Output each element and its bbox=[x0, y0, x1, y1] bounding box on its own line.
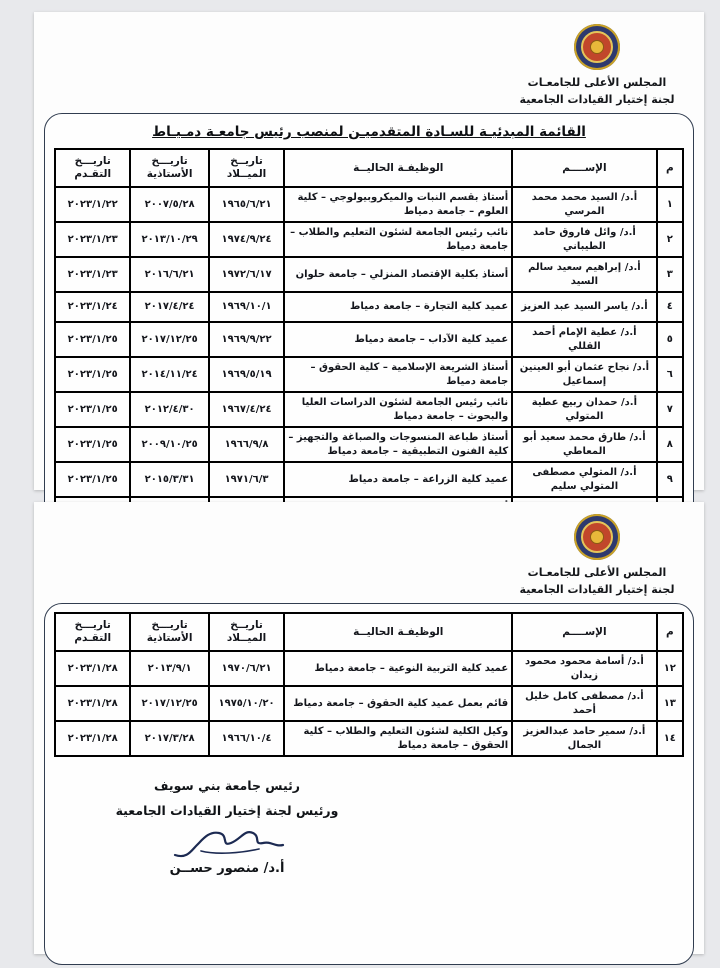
cell-apply: ٢٠٢٣/١/٢٣ bbox=[55, 222, 130, 257]
signatory-title-1: رئيس جامعة بني سويف bbox=[154, 778, 300, 794]
committee-name: لجنة إختيار القيادات الجامعية bbox=[519, 93, 675, 107]
cell-name: أ.د/ إبراهيم سعيد سالم السيد bbox=[512, 257, 656, 292]
cell-apply: ٢٠٢٣/١/٢٤ bbox=[55, 292, 130, 322]
cell-job: عميد كلية الآداب – جامعة دمياط bbox=[284, 322, 512, 357]
cell-birth: ١٩٦٧/٤/٢٤ bbox=[209, 392, 284, 427]
cell-apply: ٢٠٢٣/١/٢٣ bbox=[55, 257, 130, 292]
cell-job: وكيل الكلية لشئون التعليم والطلاب – كلية الحقوق – جامعة دمياط bbox=[284, 721, 512, 756]
cell-birth: ١٩٦٩/١٠/١ bbox=[209, 292, 284, 322]
cell-name: أ.د/ طارق محمد سعيد أبو المعاطي bbox=[512, 427, 656, 462]
org-name: المجلس الأعلى للجامعـات bbox=[527, 76, 667, 89]
cell-prof: ٢٠١٥/٣/٣١ bbox=[130, 462, 209, 497]
cell-apply: ٢٠٢٣/١/٢٥ bbox=[55, 357, 130, 392]
cell-birth: ١٩٧٥/١٠/٢٠ bbox=[209, 686, 284, 721]
cell-birth: ١٩٦٩/٥/١٩ bbox=[209, 357, 284, 392]
cell-name: أ.د/ سمير حامد عبدالعزيز الجمال bbox=[512, 721, 656, 756]
cell-job: أستاذ الشريعة الإسلامية – كلية الحقوق – جامعة دمياط bbox=[284, 357, 512, 392]
cell-prof: ٢٠١٧/١٢/٢٥ bbox=[130, 322, 209, 357]
logo-core bbox=[590, 530, 604, 544]
header-professorship-date: تاريـــخ الأستاذية bbox=[130, 613, 209, 651]
cell-num: ٧ bbox=[657, 392, 683, 427]
cell-job: أستاذ بكلية الإقتصاد المنزلي – جامعة حلوان bbox=[284, 257, 512, 292]
cell-apply: ٢٠٢٣/١/٢٥ bbox=[55, 322, 130, 357]
signature-block bbox=[102, 773, 352, 876]
header-current-job: الوظيفـة الحاليــة bbox=[284, 613, 512, 651]
signatory-name: أ.د/ منصور حســن bbox=[169, 861, 285, 877]
cell-prof: ٢٠١٧/١٢/٢٥ bbox=[130, 686, 209, 721]
header-birth-date: تاريــخ الميــلاد bbox=[209, 149, 284, 187]
cell-num: ٢ bbox=[657, 222, 683, 257]
header-application-date: تاريـــخ التقـدم bbox=[55, 149, 130, 187]
cell-prof: ٢٠١٣/١٠/٢٩ bbox=[130, 222, 209, 257]
cell-birth: ١٩٦٦/١٠/٤ bbox=[209, 721, 284, 756]
cell-prof: ٢٠١٧/٣/٢٨ bbox=[130, 721, 209, 756]
cell-name: أ.د/ نجاح عثمان أبو العينين إسماعيل bbox=[512, 357, 656, 392]
cell-job: نائب رئيس الجامعة لشئون الدراسات العليا والبحوث – جامعة دمياط bbox=[284, 392, 512, 427]
document-header bbox=[502, 12, 692, 108]
cell-apply: ٢٠٢٣/١/٢٥ bbox=[55, 462, 130, 497]
cell-name: أ.د/ السيد محمد محمد المرسي bbox=[512, 187, 656, 222]
supreme-council-logo-icon bbox=[574, 24, 620, 70]
cell-name: أ.د/ مصطفى كامل خليل أحمد bbox=[512, 686, 656, 721]
cell-apply: ٢٠٢٣/١/٢٢ bbox=[55, 187, 130, 222]
cell-birth: ١٩٦٦/٩/٨ bbox=[209, 427, 284, 462]
cell-birth: ١٩٧٢/٦/١٧ bbox=[209, 257, 284, 292]
cell-name: أ.د/ حمدان ربيع عطية المتولي bbox=[512, 392, 656, 427]
signatory-title-2: ورئيس لجنة إختيار القيادات الجامعية bbox=[115, 803, 339, 819]
table-row bbox=[55, 187, 683, 222]
cell-num: ١٣ bbox=[657, 686, 683, 721]
cell-apply: ٢٠٢٣/١/٢٥ bbox=[55, 392, 130, 427]
page-1 bbox=[34, 12, 704, 490]
table-row bbox=[55, 257, 683, 292]
cell-job: عميد كلية التجارة – جامعة دمياط bbox=[284, 292, 512, 322]
table-row bbox=[55, 427, 683, 462]
cell-birth: ١٩٦٥/٦/٢١ bbox=[209, 187, 284, 222]
cell-prof: ٢٠٠٩/١٠/٢٥ bbox=[130, 427, 209, 462]
cell-num: ١ bbox=[657, 187, 683, 222]
cell-num: ١٤ bbox=[657, 721, 683, 756]
cell-name: أ.د/ أسامة محمود محمود زيدان bbox=[512, 651, 656, 686]
applicants-tbody-page2 bbox=[55, 651, 683, 756]
cell-birth: ١٩٦٩/٩/٢٢ bbox=[209, 322, 284, 357]
cell-job: قائم بعمل عميد كلية الحقوق – جامعة دمياط bbox=[284, 686, 512, 721]
cell-prof: ٢٠١٢/٤/٣٠ bbox=[130, 392, 209, 427]
logo-inner-ring bbox=[581, 521, 613, 553]
cell-name: أ.د/ عطية الإمام أحمد القللي bbox=[512, 322, 656, 357]
cell-num: ٤ bbox=[657, 292, 683, 322]
cell-num: ٣ bbox=[657, 257, 683, 292]
header-number: م bbox=[657, 149, 683, 187]
supreme-council-logo-icon bbox=[574, 514, 620, 560]
header-number: م bbox=[657, 613, 683, 651]
cell-apply: ٢٠٢٣/١/٢٨ bbox=[55, 686, 130, 721]
table-header-row bbox=[55, 613, 683, 651]
page-2 bbox=[34, 502, 704, 954]
cell-prof: ٢٠١٧/٤/٢٤ bbox=[130, 292, 209, 322]
cell-apply: ٢٠٢٣/١/٢٥ bbox=[55, 427, 130, 462]
cell-job: أستاذ طباعة المنسوجات والصباغة والتجهيز – كلية الفنون التطبيقية – جامعة دمياط bbox=[284, 427, 512, 462]
logo-core bbox=[590, 40, 604, 54]
table-row bbox=[55, 357, 683, 392]
cell-name: أ.د/ المتولي مصطفى المتولي سليم bbox=[512, 462, 656, 497]
cell-job: نائب رئيس الجامعة لشئون التعليم والطلاب – جامعة دمياط bbox=[284, 222, 512, 257]
cell-apply: ٢٠٢٣/١/٢٨ bbox=[55, 721, 130, 756]
logo-inner-ring bbox=[581, 31, 613, 63]
cell-prof: ٢٠١٦/٦/٢١ bbox=[130, 257, 209, 292]
header-birth-date: تاريــخ الميــلاد bbox=[209, 613, 284, 651]
table-row bbox=[55, 686, 683, 721]
document-title: القائمة المبدئيـة للسـادة المتقدميـن لمنصب رئيس جامعـة دمـيـاط bbox=[152, 124, 586, 141]
table-frame bbox=[44, 603, 694, 965]
table-row bbox=[55, 292, 683, 322]
table-row bbox=[55, 721, 683, 756]
header-name: الإســــم bbox=[512, 149, 656, 187]
table-row bbox=[55, 322, 683, 357]
table-header-row bbox=[55, 149, 683, 187]
cell-num: ٥ bbox=[657, 322, 683, 357]
cell-prof: ٢٠١٤/١١/٢٤ bbox=[130, 357, 209, 392]
cell-num: ٩ bbox=[657, 462, 683, 497]
table-row bbox=[55, 222, 683, 257]
cell-job: عميد كلية الزراعة – جامعة دمياط bbox=[284, 462, 512, 497]
table-row bbox=[55, 462, 683, 497]
header-name: الإســــم bbox=[512, 613, 656, 651]
cell-name: أ.د/ ياسر السيد عبد العزيز bbox=[512, 292, 656, 322]
header-application-date: تاريـــخ التقـدم bbox=[55, 613, 130, 651]
table-row bbox=[55, 392, 683, 427]
document-header bbox=[502, 502, 692, 598]
cell-num: ٦ bbox=[657, 357, 683, 392]
header-professorship-date: تاريـــخ الأستاذية bbox=[130, 149, 209, 187]
cell-birth: ١٩٧٠/٦/٢١ bbox=[209, 651, 284, 686]
applicants-table-page2 bbox=[54, 612, 684, 757]
table-row bbox=[55, 651, 683, 686]
cell-job: عميد كلية التربية النوعية – جامعة دمياط bbox=[284, 651, 512, 686]
cell-birth: ١٩٧١/٦/٣ bbox=[209, 462, 284, 497]
cell-job: أستاذ بقسم النبات والميكروبيولوجي – كلية العلوم – جامعة دمياط bbox=[284, 187, 512, 222]
cell-prof: ٢٠١٣/٩/١ bbox=[130, 651, 209, 686]
header-current-job: الوظيفـة الحاليــة bbox=[284, 149, 512, 187]
cell-apply: ٢٠٢٣/١/٢٨ bbox=[55, 651, 130, 686]
cell-prof: ٢٠٠٧/٥/٢٨ bbox=[130, 187, 209, 222]
cell-num: ٨ bbox=[657, 427, 683, 462]
cell-name: أ.د/ وائل فاروق حامد الطيباني bbox=[512, 222, 656, 257]
org-name: المجلس الأعلى للجامعـات bbox=[527, 566, 667, 579]
committee-name: لجنة إختيار القيادات الجامعية bbox=[519, 583, 675, 597]
cell-num: ١٢ bbox=[657, 651, 683, 686]
cell-birth: ١٩٧٤/٩/٢٤ bbox=[209, 222, 284, 257]
